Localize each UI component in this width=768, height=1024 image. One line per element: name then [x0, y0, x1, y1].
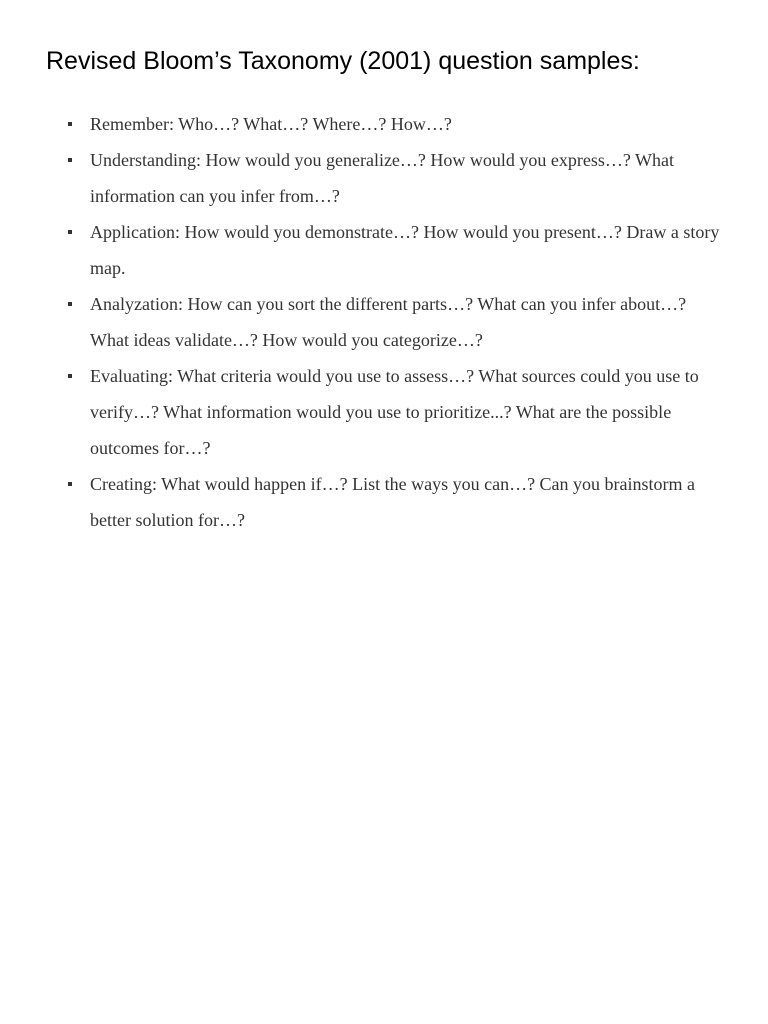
list-item-application	[0, 214, 768, 286]
list-item-evaluating	[0, 358, 768, 466]
list-item-text: Evaluating: What criteria would you use to assess…? What sources could you use to verify…? What information would you use to prioritize...? What are the possible outcomes for…?	[90, 366, 699, 458]
list-item-text: Creating: What would happen if…? List the ways you can…? Can you brainstorm a better solution for…?	[90, 474, 696, 530]
list-item-text: Application: How would you demonstrate…? How would you present…? Draw a story map.	[90, 222, 720, 278]
bullet-icon	[68, 302, 72, 306]
page-title: Revised Bloom’s Taxonomy (2001) question samples:	[46, 47, 640, 75]
bullet-icon	[68, 158, 72, 162]
question-list	[0, 106, 768, 538]
list-item-creating	[0, 466, 768, 538]
list-item-understanding	[0, 142, 768, 214]
list-item-text: Remember: Who…? What…? Where…? How…?	[90, 114, 452, 134]
list-item-analyzation	[0, 286, 768, 358]
list-item-text: Analyzation: How can you sort the different parts…? What can you infer about…? What ideas validate…? How would you categorize…?	[90, 294, 687, 350]
bullet-icon	[68, 230, 72, 234]
bullet-icon	[68, 482, 72, 486]
list-item-remember	[0, 106, 768, 142]
bullet-icon	[68, 374, 72, 378]
list-item-text: Understanding: How would you generalize…? How would you express…? What information can you infer from…?	[90, 150, 675, 206]
bullet-icon	[68, 122, 72, 126]
